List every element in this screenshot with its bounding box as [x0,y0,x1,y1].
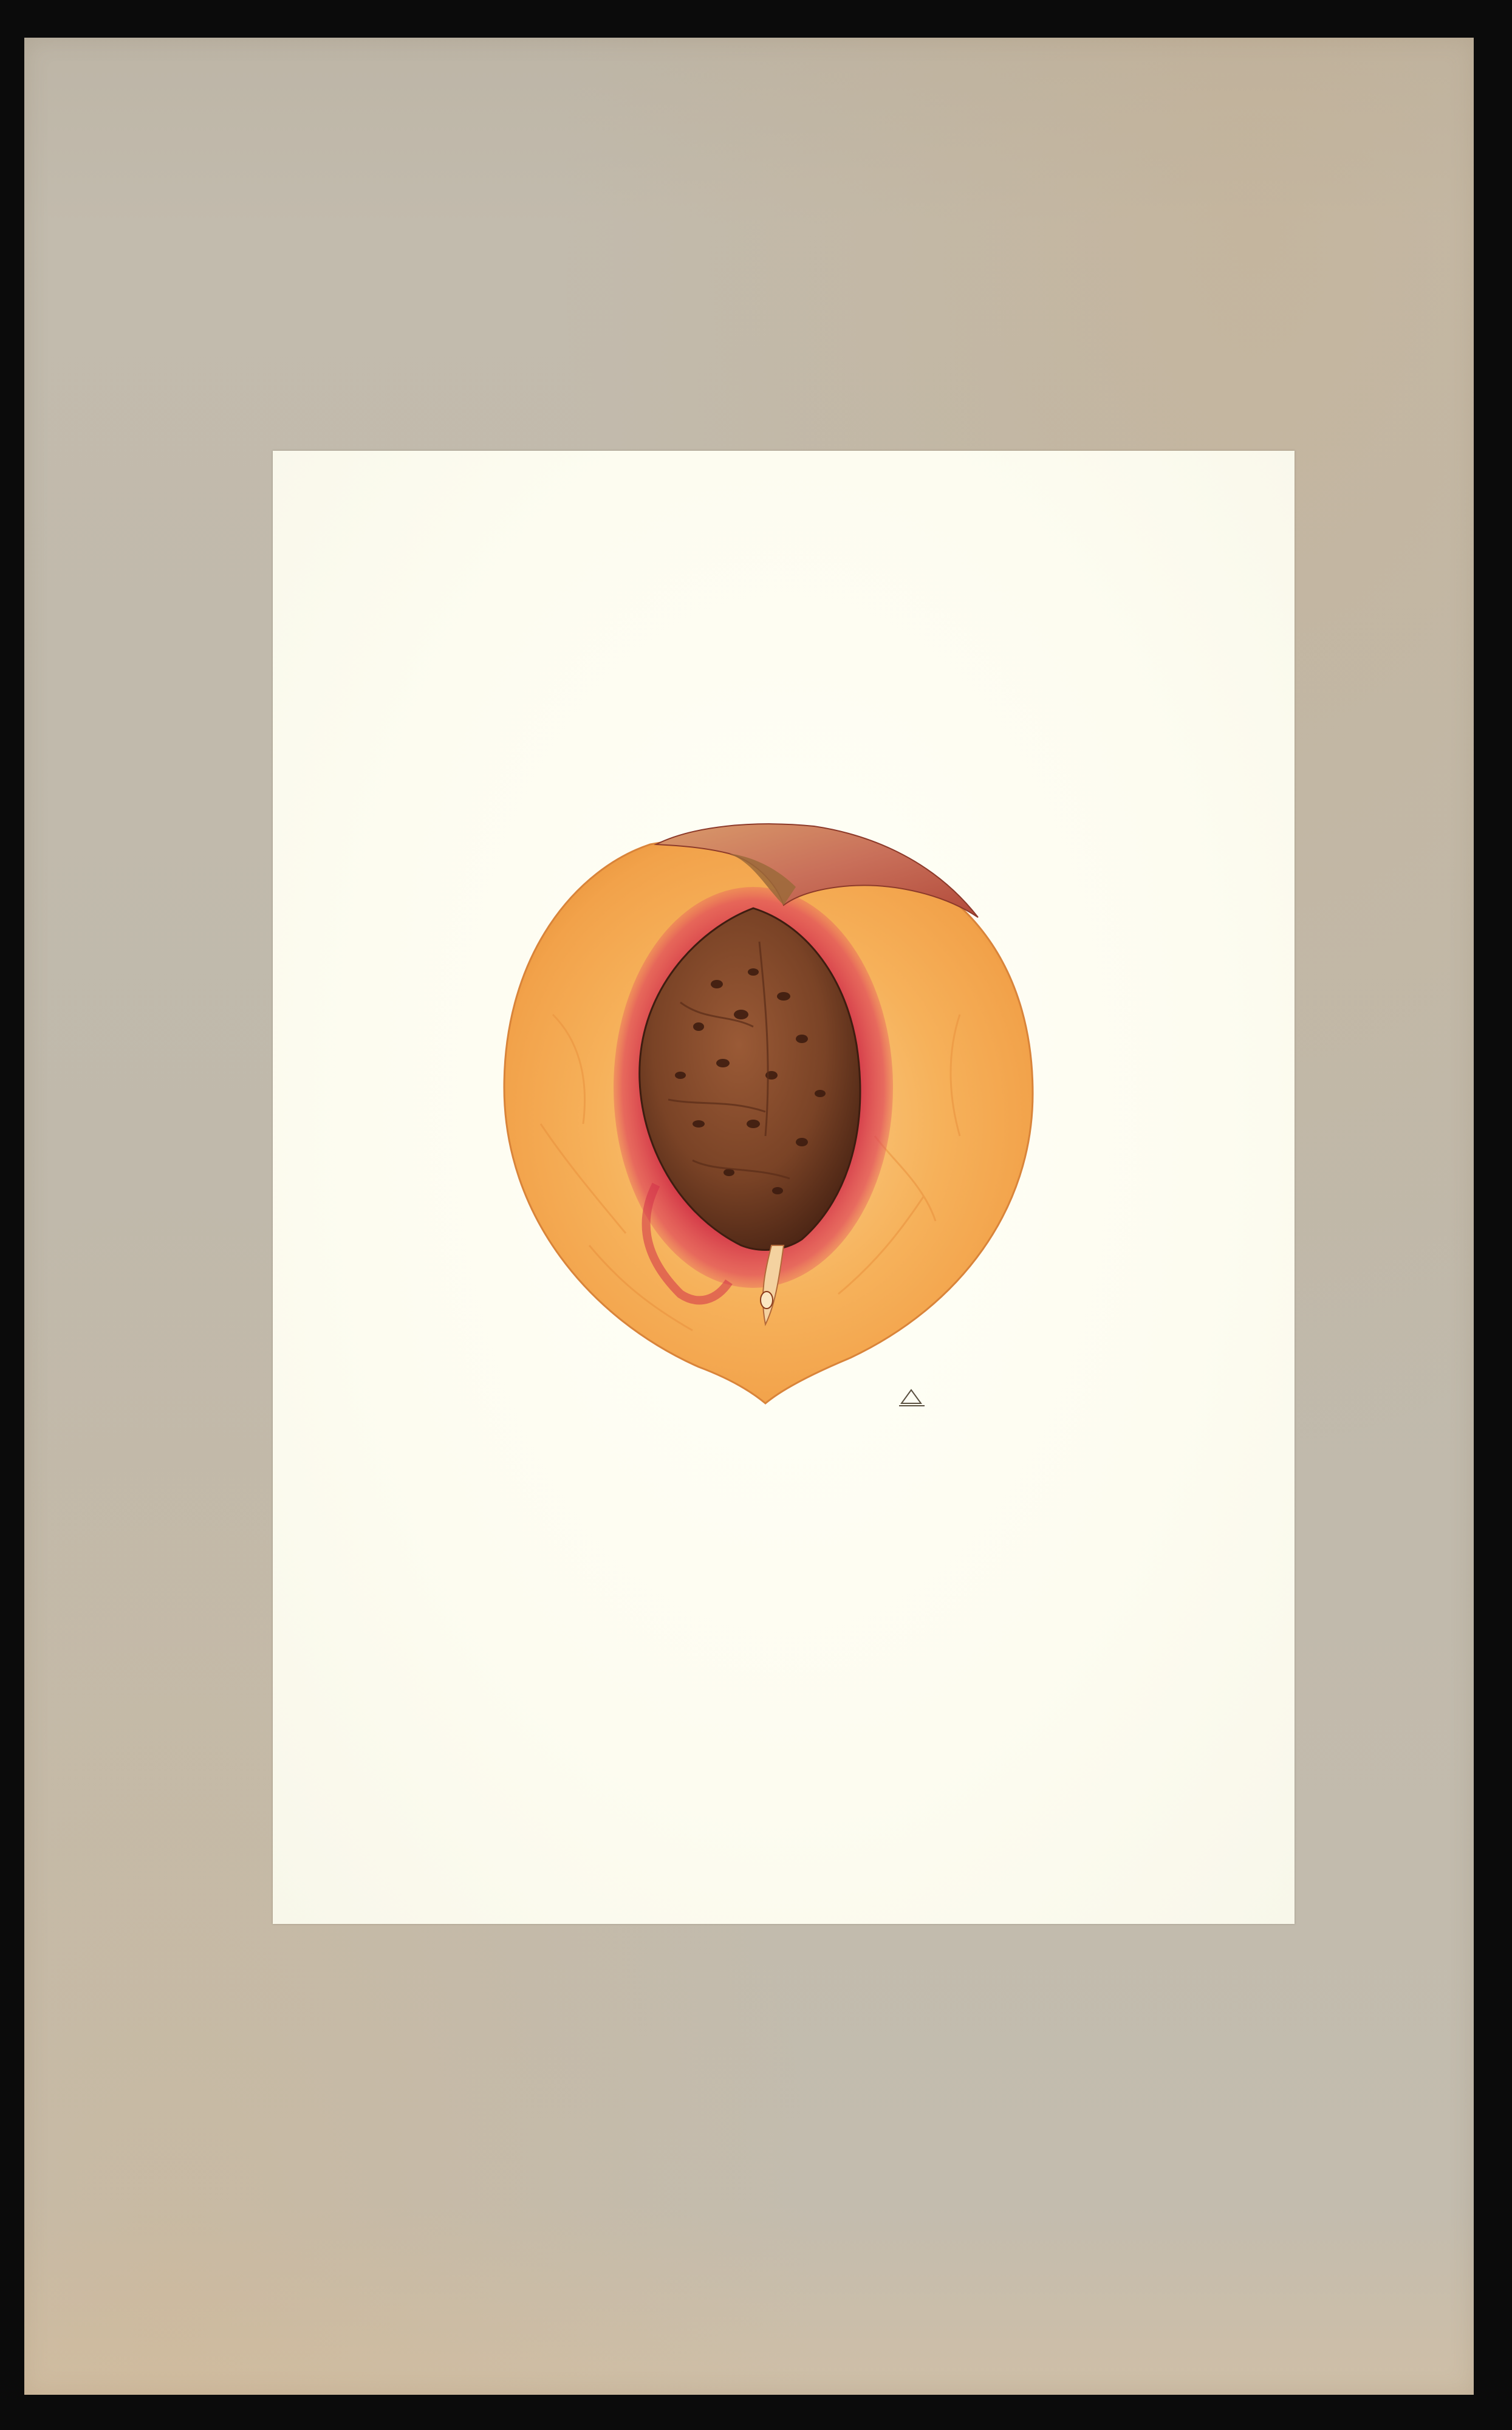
peach-half-illustration [498,820,1045,1415]
artist-monogram-mark [898,1385,926,1407]
juice-drop [761,1292,773,1309]
